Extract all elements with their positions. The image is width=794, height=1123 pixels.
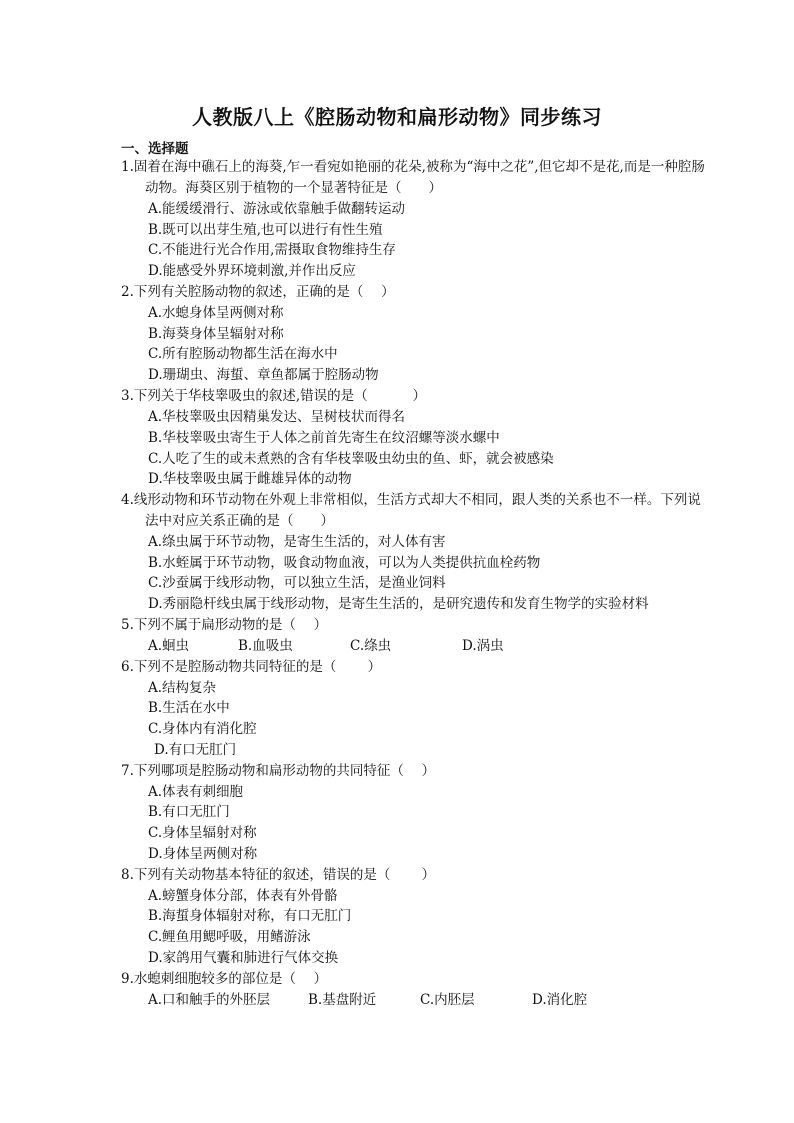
- q8-option-c: C.鲤鱼用鳃呼吸，用鳍游泳: [148, 929, 311, 945]
- q6-option-a: A.结构复杂: [148, 680, 217, 696]
- q7-option-d: D.身体呈两侧对称: [148, 846, 258, 862]
- question-4-stem: 4.线形动物和环节动物在外观上非常相似，生活方式却大不相同，跟人类的关系也不一样。下列说法中对应关系正确的是（ ）: [121, 492, 701, 529]
- question-5-stem: 5.下列不属于扁形动物的是（ ）: [121, 617, 328, 633]
- q4-option-b: B.水蛭属于环节动物，吸食动物血液，可以为人类提供抗血栓药物: [148, 555, 541, 571]
- q9-option-d: D.消化腔: [532, 992, 588, 1008]
- question-2-stem: 2.下列有关腔肠动物的叙述，正确的是（ ）: [121, 284, 395, 300]
- q2-option-a: A.水螅身体呈两侧对称: [148, 305, 284, 321]
- question-9-stem: 9.水螅刺细胞较多的部位是（ ）: [121, 971, 328, 987]
- document-title: 人教版八上《腔肠动物和扁形动物》同步练习: [192, 105, 602, 129]
- q2-option-b: B.海葵身体呈辐射对称: [148, 326, 284, 342]
- q6-option-b: B.生活在水中: [148, 700, 230, 716]
- q1-option-d: D.能感受外界环境刺激,并作出反应: [148, 263, 356, 279]
- q8-option-a: A.螃蟹身体分部，体表有外骨骼: [148, 888, 338, 904]
- q8-option-b: B.海蜇身体辐射对称，有口无肛门: [148, 908, 352, 924]
- q8-option-d: D.家鸽用气囊和肺进行气体交换: [148, 950, 339, 966]
- question-6-stem: 6.下列不是腔肠动物共同特征的是（ ）: [121, 659, 382, 675]
- q1-option-b: B.既可以出芽生殖,也可以进行有性生殖: [148, 222, 383, 238]
- q1-option-c: C.不能进行光合作用,需摄取食物维持生存: [148, 242, 396, 258]
- q6-option-c: C.身体内有消化腔: [148, 721, 257, 737]
- q5-option-b: B.血吸虫: [238, 638, 293, 654]
- q5-option-c: C.绦虫: [350, 638, 392, 654]
- q9-option-a: A.口和触手的外胚层: [148, 992, 271, 1008]
- q3-option-d: D.华枝睾吸虫属于雌雄异体的动物: [148, 471, 352, 487]
- q3-option-c: C.人吃了生的或未煮熟的含有华枝睾吸虫幼虫的鱼、虾，就会被感染: [148, 451, 554, 467]
- q5-options-row: [148, 636, 504, 657]
- q9-option-b: B.基盘附近: [308, 992, 377, 1008]
- q1-option-a: A.能缓缓滑行、游泳或依靠触手做翻转运动: [148, 201, 406, 217]
- q5-option-a: A.蛔虫: [148, 638, 190, 654]
- question-3-stem: 3.下列关于华枝睾吸虫的叙述,错误的是（ ）: [121, 388, 426, 404]
- q2-option-d: D.珊瑚虫、海蜇、章鱼都属于腔肠动物: [148, 367, 379, 383]
- q4-option-d: D.秀丽隐杆线虫属于线形动物，是寄生生活的，是研究遗传和发育生物学的实验材料: [148, 596, 649, 612]
- q4-option-c: C.沙蚕属于线形动物，可以独立生活，是渔业饲料: [148, 575, 446, 591]
- section-heading: 一、选择题: [121, 141, 189, 157]
- question-7-stem: 7.下列哪项是腔肠动物和扁形动物的共同特征（ ）: [121, 763, 436, 779]
- q3-option-b: B.华枝睾吸虫寄生于人体之前首先寄生在纹沼螺等淡水螺中: [148, 430, 500, 446]
- q4-option-a: A.绦虫属于环节动物，是寄生生活的，对人体有害: [148, 534, 446, 550]
- q3-option-a: A.华枝睾吸虫因精巢发达、呈树枝状而得名: [148, 409, 406, 425]
- q7-option-c: C.身体呈辐射对称: [148, 825, 257, 841]
- q7-option-a: A.体表有刺细胞: [148, 784, 244, 800]
- q9-options-row: [148, 990, 587, 1011]
- q5-option-d: D.涡虫: [462, 638, 504, 654]
- q7-option-b: B.有口无肛门: [148, 804, 230, 820]
- q6-option-d: D.有口无肛门: [154, 742, 237, 758]
- question-8-stem: 8.下列有关动物基本特征的叙述，错误的是（ ）: [121, 867, 436, 883]
- q2-option-c: C.所有腔肠动物都生活在海水中: [148, 346, 338, 362]
- question-1-stem: 1.固着在海中礁石上的海葵,乍一看宛如艳丽的花朵,被称为“海中之花”,但它却不是花,而是一种腔肠动物。海葵区别于植物的一个显著特征是（ ）: [121, 159, 705, 196]
- q9-option-c: C.内胚层: [420, 992, 475, 1008]
